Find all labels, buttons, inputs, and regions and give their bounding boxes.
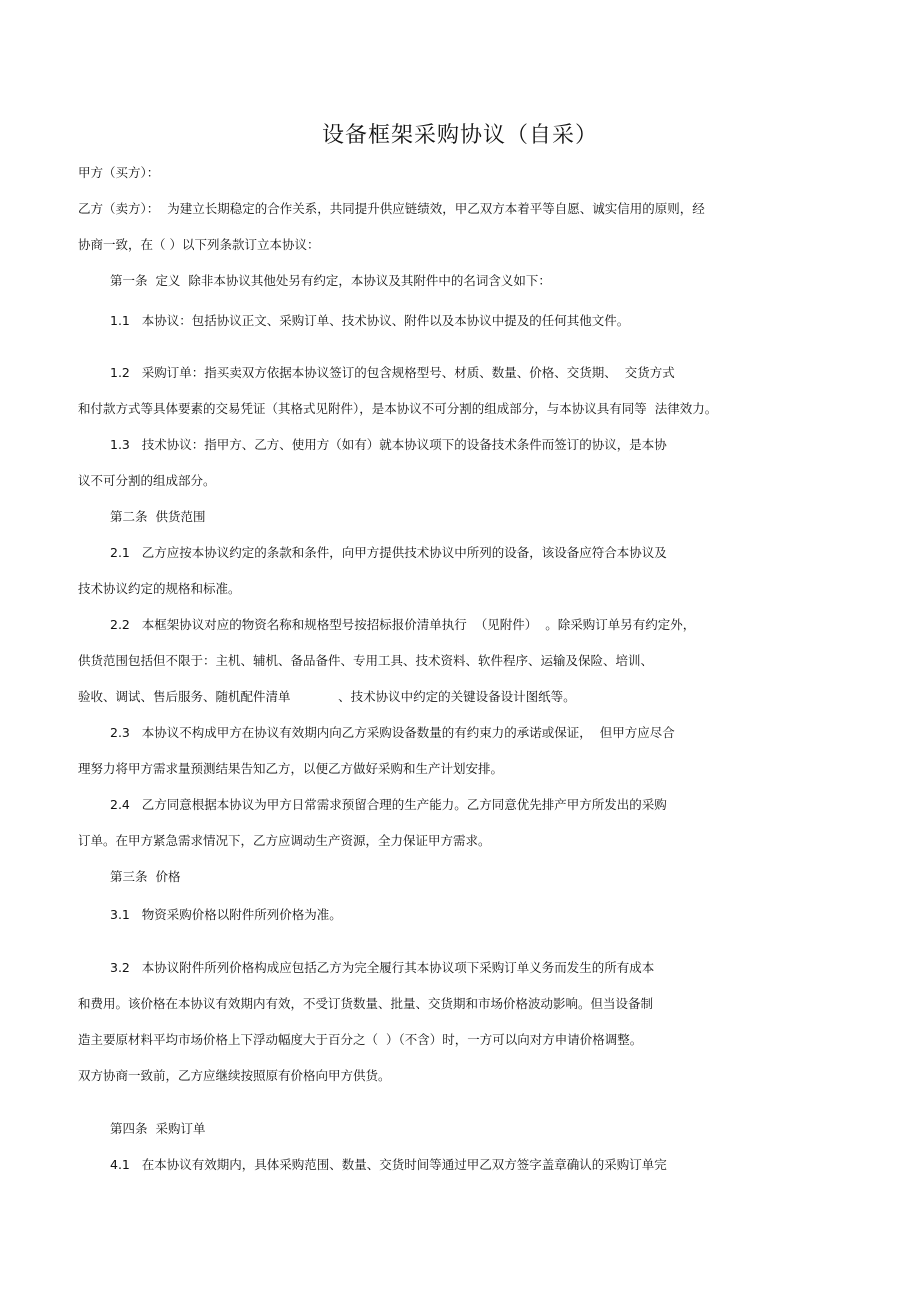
clause-line: 和付款方式等具体要素的交易凭证（其格式见附件），是本协议不可分割的组成部分，与本协议具有同等 法律效力。: [78, 401, 718, 416]
clause-line: 2.2 本框架协议对应的物资名称和规格型号按招标报价清单执行 （见附件） 。除采购订单另有约定外，: [110, 617, 696, 632]
clause-line: 1.2 采购订单：指买卖双方依据本协议签订的包含规格型号、材质、数量、价格、交货期、 交货方式: [110, 365, 675, 380]
clause-line: 2.1 乙方应按本协议约定的条款和条件，向甲方提供技术协议中所列的设备，该设备应符合本协议及: [110, 545, 667, 560]
clause-line: 验收、调试、售后服务、随机配件清单 、技术协议中约定的关键设备设计图纸等。: [78, 689, 576, 704]
document-title: 设备框架采购协议（自采）: [321, 123, 598, 148]
article-heading: 第四条 采购订单: [110, 1121, 206, 1136]
clause-line: 2.3 本协议不构成甲方在协议有效期内向乙方采购设备数量的有约束力的承诺或保证， 但甲方应尽合: [110, 725, 675, 740]
clause-line: 订单。在甲方紧急需求情况下，乙方应调动生产资源，全力保证甲方需求。: [78, 833, 491, 848]
clause-line: 理努力将甲方需求量预测结果告知乙方，以便乙方做好采购和生产计划安排。: [78, 761, 504, 776]
article-heading: 第三条 价格: [110, 869, 181, 884]
clause-line: 3.1 物资采购价格以附件所列价格为准。: [110, 907, 342, 922]
clause-line: 供货范围包括但不限于：主机、辅机、备品备件、专用工具、技术资料、软件程序、运输及保险、培训、: [78, 653, 654, 668]
article-heading: 第二条 供货范围: [110, 509, 206, 524]
clause-line: 3.2 本协议附件所列价格构成应包括乙方为完全履行其本协议项下采购订单义务而发生的所有成本: [110, 960, 655, 975]
clause-line: 技术协议约定的规格和标准。: [78, 581, 241, 596]
clause-line: 双方协商一致前，乙方应继续按照原有价格向甲方供货。: [78, 1068, 391, 1083]
party-b-line: 乙方（卖方）： 为建立长期稳定的合作关系，共同提升供应链绩效，甲乙双方本着平等自愿、诚实信用的原则，经: [78, 201, 705, 216]
clause-line: 和费用。该价格在本协议有效期内有效，不受订货数量、批量、交货期和市场价格波动影响。但当设备制: [78, 996, 654, 1011]
clause-line: 2.4 乙方同意根据本协议为甲方日常需求预留合理的生产能力。乙方同意优先排产甲方所发出的采购: [110, 797, 667, 812]
preamble-line: 协商一致，在（ ）以下列条款订立本协议：: [78, 237, 320, 252]
clause-line: 1.3 技术协议：指甲方、乙方、使用方（如有）就本协议项下的设备技术条件而签订的协议，是本协: [110, 437, 667, 452]
clause-line: 造主要原材料平均市场价格上下浮动幅度大于百分之（ ）（不含）时，一方可以向对方申请价格调整。: [78, 1032, 643, 1047]
clause-line: 议不可分割的组成部分。: [78, 473, 216, 488]
article-heading: 第一条 定义 除非本协议其他处另有约定，本协议及其附件中的名词含义如下：: [110, 273, 551, 288]
party-a-line: 甲方（买方）：: [78, 165, 160, 180]
clause-line: 1.1 本协议：包括协议正文、采购订单、技术协议、附件以及本协议中提及的任何其他文件。: [110, 313, 630, 328]
clause-line: 4.1 在本协议有效期内，具体采购范围、数量、交货时间等通过甲乙双方签字盖章确认的采购订单完: [110, 1157, 667, 1172]
